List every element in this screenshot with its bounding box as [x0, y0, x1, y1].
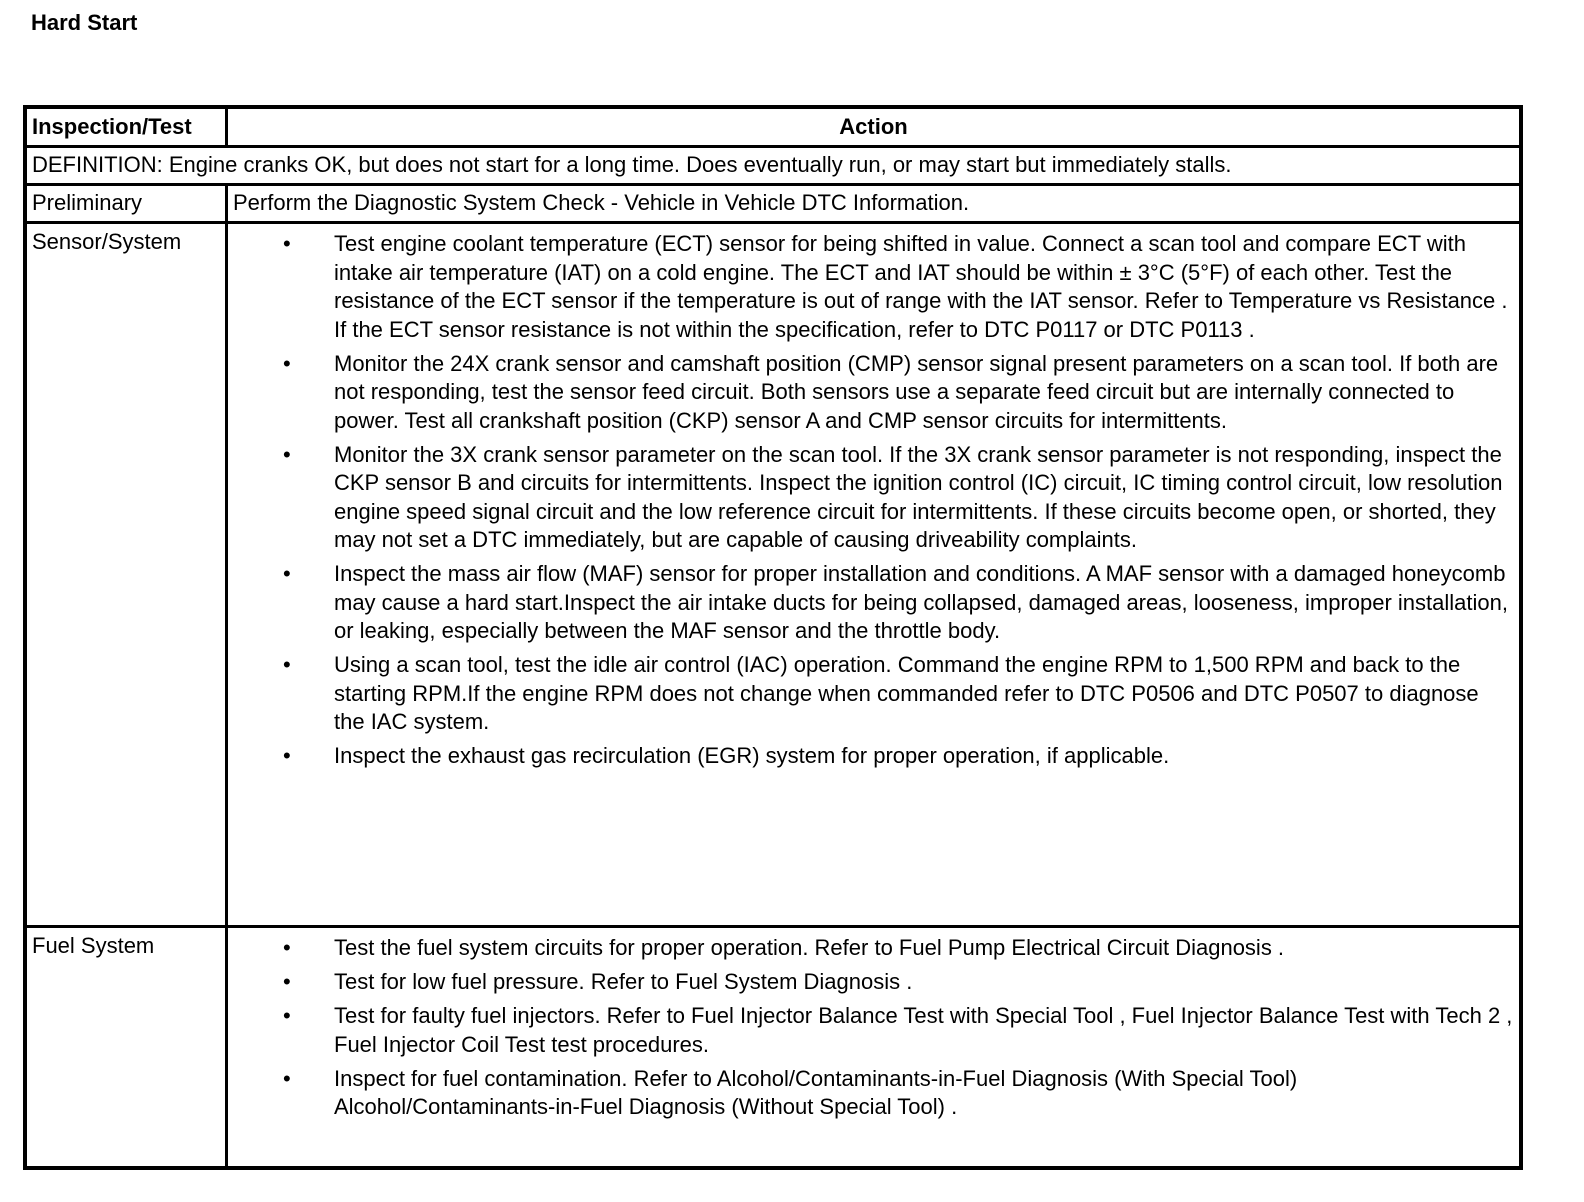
bullet-icon: • [283, 743, 291, 768]
bullet-icon: • [283, 935, 291, 960]
bullet-icon: • [283, 561, 291, 586]
sensor-system-list [233, 230, 1514, 771]
preliminary-label: Preliminary [25, 185, 227, 223]
sensor-system-actions [227, 223, 1522, 927]
list-item [283, 651, 1514, 737]
list-item [283, 968, 1514, 997]
list-item-text: Monitor the 24X crank sensor and camshaft position (CMP) sensor signal present parameters on a scan tool. If both are not responding, test the sensor feed circuit. Both sensors use a separate feed circuit but are internally connected to power. Test all crankshaft position (CKP) sensor A and CMP sensor circuits for intermittents. [334, 350, 1499, 433]
hard-start-table [23, 105, 1523, 1170]
fuel-system-actions [227, 927, 1522, 1169]
list-item [283, 350, 1514, 436]
bullet-icon: • [283, 441, 291, 467]
bullet-icon: • [283, 231, 291, 256]
bullet-icon: • [283, 1065, 291, 1091]
list-item-text: Inspect the mass air flow (MAF) sensor for proper installation and conditions. A MAF sensor with a damaged honeycomb may cause a hard start.Inspect the air intake ducts for being collapsed, damaged areas, looseness, improper installation, or leaking, especially between the MAF sensor and the throttle body. [334, 561, 1508, 643]
preliminary-row [25, 185, 1521, 223]
list-item-text: Test for faulty fuel injectors. Refer to Fuel Injector Balance Test with Special Tool , Fuel Injector Balance Test with Tech 2 , Fuel Injector Coil Test test procedures. [334, 1003, 1513, 1057]
list-item-text: Using a scan tool, test the idle air control (IAC) operation. Command the engine RPM to 1,500 RPM and back to the starting RPM.If the engine RPM does not change when commanded refer to DTC P0506 and DTC P0507 to diagnose the IAC system. [334, 652, 1479, 734]
bullet-icon: • [283, 1003, 291, 1028]
page-title: Hard Start [31, 10, 138, 35]
preliminary-action: Perform the Diagnostic System Check - Vehicle in Vehicle DTC Information. [227, 185, 1522, 223]
list-item [283, 742, 1514, 771]
header-row [25, 107, 1521, 147]
fuel-system-label: Fuel System [25, 927, 227, 1169]
list-item [283, 230, 1514, 344]
sensor-system-row [25, 223, 1521, 927]
list-item [283, 1002, 1514, 1059]
list-item-text: Inspect for fuel contamination. Refer to Alcohol/Contaminants-in-Fuel Diagnosis (With Special Tool) Alcohol/Contaminants-in-Fuel Diagnosis (Without Special Tool) . [334, 1065, 1298, 1119]
header-inspection-test: Inspection/Test [25, 107, 227, 147]
list-item [283, 441, 1514, 555]
header-action: Action [227, 107, 1522, 147]
list-item [283, 1065, 1514, 1122]
list-item-text: Test for low fuel pressure. Refer to Fuel System Diagnosis . [334, 969, 913, 994]
fuel-system-list [233, 934, 1514, 1122]
bullet-icon: • [283, 652, 291, 677]
bullet-icon: • [283, 350, 291, 376]
list-item-text: Test the fuel system circuits for proper operation. Refer to Fuel Pump Electrical Circuit Diagnosis . [334, 935, 1285, 960]
definition-text: DEFINITION: Engine cranks OK, but does not start for a long time. Does eventually run, or may start but immediately stalls. [25, 147, 1521, 185]
bullet-icon: • [283, 969, 291, 994]
definition-row [25, 147, 1521, 185]
list-item-text: Test engine coolant temperature (ECT) sensor for being shifted in value. Connect a scan tool and compare ECT with intake air temperature (IAT) on a cold engine. The ECT and IAT should be within ± 3°C (5°F) of each other. Test the resistance of the ECT sensor if the temperature is out of range with the IAT sensor. Refer to Temperature vs Resistance . If the ECT sensor resistance is not within the specification, refer to DTC P0117 or DTC P0113 . [334, 231, 1508, 342]
fuel-system-row [25, 927, 1521, 1169]
list-item-text: Inspect the exhaust gas recirculation (EGR) system for proper operation, if applicable. [334, 743, 1170, 768]
list-item [283, 934, 1514, 963]
list-item-text: Monitor the 3X crank sensor parameter on the scan tool. If the 3X crank sensor parameter is not responding, inspect the CKP sensor B and circuits for intermittents. Inspect the ignition control (IC) circuit, IC timing control circuit, low resolution engine speed signal circuit and the low reference circuit for intermittents. If these circuits become open, or shorted, they may not set a DTC immediately, but are capable of causing driveability complaints. [334, 441, 1503, 552]
list-item [283, 560, 1514, 646]
sensor-system-label: Sensor/System [25, 223, 227, 927]
